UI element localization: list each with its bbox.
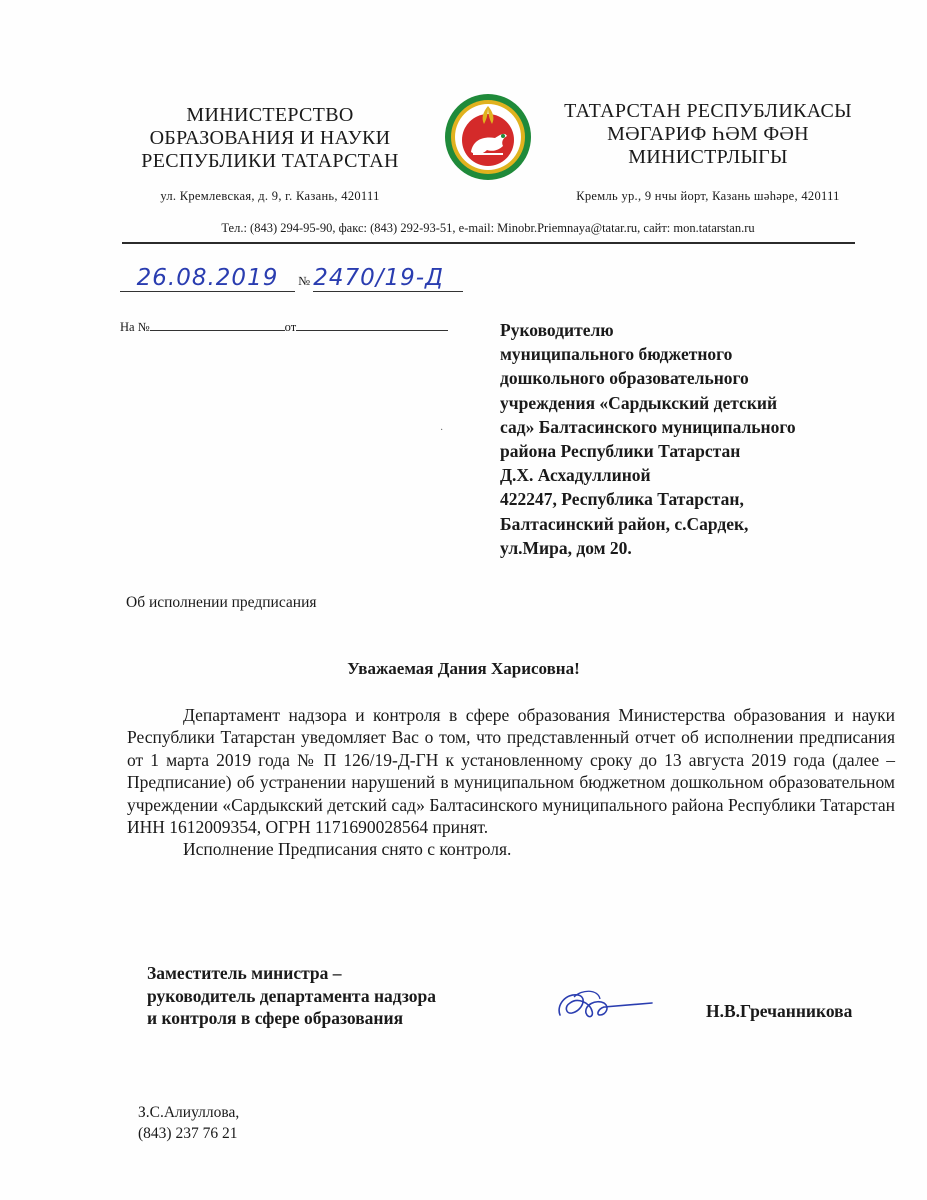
- greeting: Уважаемая Дания Харисовна!: [347, 659, 580, 678]
- handwritten-signature-icon: [552, 985, 662, 1027]
- ministry-name-ru-line: РЕСПУБЛИКИ ТАТАРСТАН: [141, 150, 399, 172]
- ministry-name-ru-line: ОБРАЗОВАНИЯ И НАУКИ: [149, 127, 391, 149]
- ministry-name-tt-line: МӘГАРИФ ҺӘМ ФӘН: [607, 123, 809, 145]
- scan-mark: ·: [440, 425, 444, 436]
- contacts-line: Тел.: (843) 294-95-90, факс: (843) 292-93-51, e-mail: Minobr.Priemnaya@tatar.ru, сайт: mon.tatarstan.ru: [221, 221, 755, 235]
- body-paragraph: Исполнение Предписания снято с контроля.: [183, 839, 512, 860]
- recipient-line: сад» Балтасинского муниципального: [500, 416, 796, 437]
- ministry-name-tt-line: ТАТАРСТАН РЕСПУБЛИКАСЫ: [564, 100, 852, 122]
- recipient-line: 422247, Республика Татарстан,: [500, 489, 744, 510]
- recipient-line: муниципального бюджетного: [500, 344, 733, 365]
- registration-line: [120, 265, 463, 292]
- executor-name: З.С.Алиуллова,: [138, 1104, 240, 1121]
- number-sign: №: [298, 274, 311, 288]
- recipient-line: ул.Мира, дом 20.: [500, 537, 632, 558]
- reference-number-blank: [150, 318, 285, 331]
- reference-line: [120, 318, 448, 335]
- body-paragraph: Департамент надзора и контроля в сфере образования Министерства образования и науки Республики Татарстан уведомляет Вас о том, что представленный отчет об исполнении предписания от 1 марта 2019 года № П 126/19-Д-ГН к установленному сроку до 13 августа 2019 года (далее – Предписание) об устранении нарушений в муниципальном бюджетном дошкольном образовательном учреждении «Сардыкский детский сад» Балтасинского муниципального района Республики Татарстан ИНН 1612009354, ОГРН 1171690028564 принят.: [127, 705, 895, 838]
- letter-number: 2470/19-Д: [313, 265, 463, 292]
- reference-date-blank: [296, 318, 448, 331]
- coat-of-arms-icon: [443, 92, 533, 182]
- signatory-name: Н.В.Гречанникова: [706, 1001, 853, 1021]
- signatory-position-line: и контроля в сфере образования: [147, 1008, 404, 1028]
- executor-info: [138, 1102, 239, 1144]
- signatory-position-line: руководитель департамента надзора: [147, 985, 437, 1006]
- letter-subject: Об исполнении предписания: [126, 594, 317, 611]
- signatory-position-line: Заместитель министра –: [147, 963, 342, 983]
- ministry-name-ru: [120, 104, 420, 208]
- letter-date: 26.08.2019: [120, 265, 295, 292]
- recipient-line: района Республики Татарстан: [500, 441, 741, 462]
- ministry-address-ru: ул. Кремлевская, д. 9, г. Казань, 420111: [160, 189, 380, 203]
- header-divider: [122, 242, 855, 244]
- recipient-line: учреждения «Сардыкский детский: [500, 392, 778, 413]
- recipient-line: дошкольного образовательного: [500, 368, 749, 389]
- reference-label: На №: [120, 320, 150, 334]
- ministry-name-ru-line: МИНИСТЕРСТВО: [186, 104, 354, 126]
- recipient-line: Д.Х. Асхадуллиной: [500, 465, 651, 486]
- ministry-name-tt-line: МИНИСТРЛЫГЫ: [628, 146, 788, 168]
- signatory-position: [147, 962, 436, 1030]
- reference-from-label: от: [284, 320, 297, 334]
- recipient-block: [500, 318, 880, 560]
- recipient-line: Балтасинский район, с.Сардек,: [500, 513, 749, 534]
- executor-phone: (843) 237 76 21: [138, 1125, 238, 1142]
- recipient-line: Руководителю: [500, 320, 614, 340]
- letter-body: [127, 704, 895, 861]
- ministry-address-tt: Кремль ур., 9 нчы йорт, Казань шәһәре, 420111: [576, 189, 840, 203]
- ministry-name-tt: [548, 100, 868, 208]
